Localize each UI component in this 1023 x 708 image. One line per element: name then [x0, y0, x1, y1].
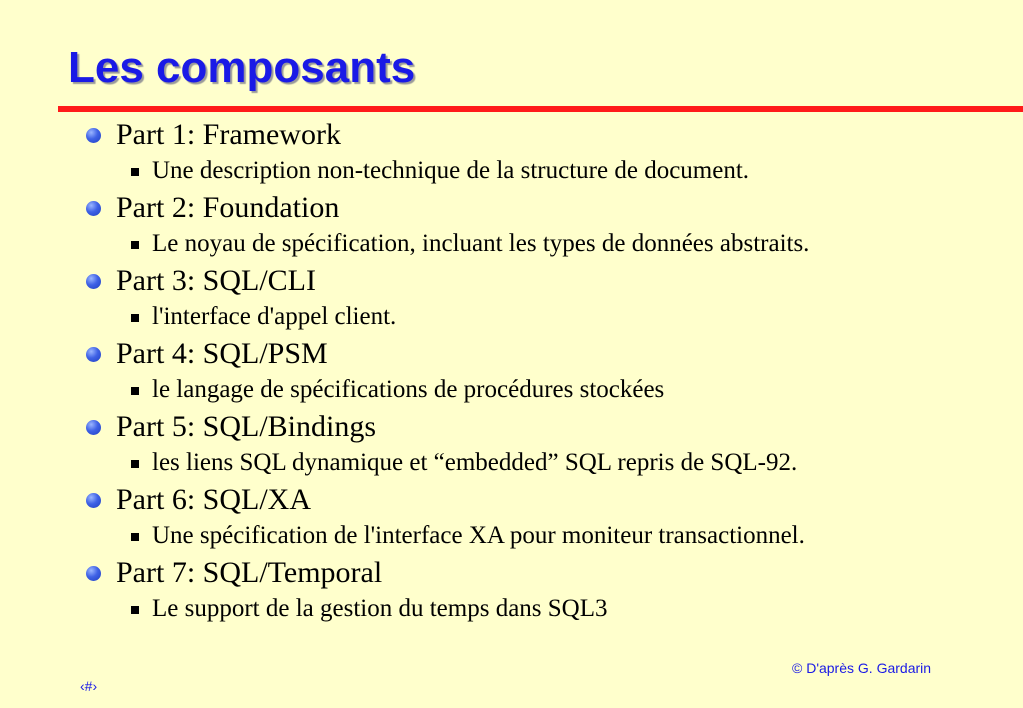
bullet-label: Part 1: Framework [116, 118, 341, 151]
bullet-item [80, 554, 1010, 591]
bullet-item [80, 262, 1010, 299]
round-bullet-icon [86, 566, 101, 581]
round-bullet-icon [86, 347, 101, 362]
list-item [80, 481, 1010, 554]
sub-bullet-item [80, 226, 1010, 262]
square-bullet-icon [131, 241, 139, 249]
round-bullet-icon [86, 274, 101, 289]
square-bullet-icon [131, 533, 139, 541]
sub-bullet-label: Le support de la gestion du temps dans SQL3 [152, 595, 608, 622]
sub-bullet-label: les liens SQL dynamique et “embedded” SQL repris de SQL-92. [152, 449, 798, 476]
sub-bullet-label: Une description non-technique de la structure de document. [152, 157, 750, 184]
bullet-item [80, 335, 1010, 372]
list-item [80, 116, 1010, 189]
list-item [80, 189, 1010, 262]
sub-bullet-item [80, 153, 1010, 189]
slide-title: Les composants [68, 43, 416, 92]
bullet-item [80, 481, 1010, 518]
bullet-item [80, 189, 1010, 226]
bullet-list [80, 116, 1010, 627]
sub-bullet-item [80, 591, 1010, 627]
bullet-label: Part 4: SQL/PSM [116, 337, 328, 370]
bullet-label: Part 3: SQL/CLI [116, 264, 316, 297]
sub-bullet-item [80, 445, 1010, 481]
sub-bullet-label: le langage de spécifications de procédures stockées [152, 376, 665, 403]
round-bullet-icon [86, 128, 101, 143]
bullet-item [80, 408, 1010, 445]
sub-bullet-item [80, 299, 1010, 335]
square-bullet-icon [131, 314, 139, 322]
list-item [80, 554, 1010, 627]
bullet-label: Part 5: SQL/Bindings [116, 410, 377, 443]
sub-bullet-label: l'interface d'appel client. [152, 303, 397, 330]
round-bullet-icon [86, 201, 101, 216]
round-bullet-icon [86, 493, 101, 508]
square-bullet-icon [131, 387, 139, 395]
sub-bullet-item [80, 372, 1010, 408]
square-bullet-icon [131, 606, 139, 614]
sub-bullet-label: Le noyau de spécification, incluant les types de données abstraits. [152, 230, 810, 257]
bullet-label: Part 7: SQL/Temporal [116, 556, 383, 589]
footer-credit: © D'après G. Gardarin [792, 660, 932, 676]
list-item [80, 408, 1010, 481]
round-bullet-icon [86, 420, 101, 435]
sub-bullet-item [80, 518, 1010, 554]
square-bullet-icon [131, 460, 139, 468]
list-item [80, 335, 1010, 408]
bullet-item [80, 116, 1010, 153]
square-bullet-icon [131, 168, 139, 176]
sub-bullet-label: Une spécification de l'interface XA pour moniteur transactionnel. [152, 522, 805, 549]
page-number: ‹#› [80, 678, 98, 694]
title-divider [58, 106, 1023, 112]
list-item [80, 262, 1010, 335]
bullet-label: Part 6: SQL/XA [116, 483, 311, 516]
bullet-label: Part 2: Foundation [116, 191, 340, 224]
